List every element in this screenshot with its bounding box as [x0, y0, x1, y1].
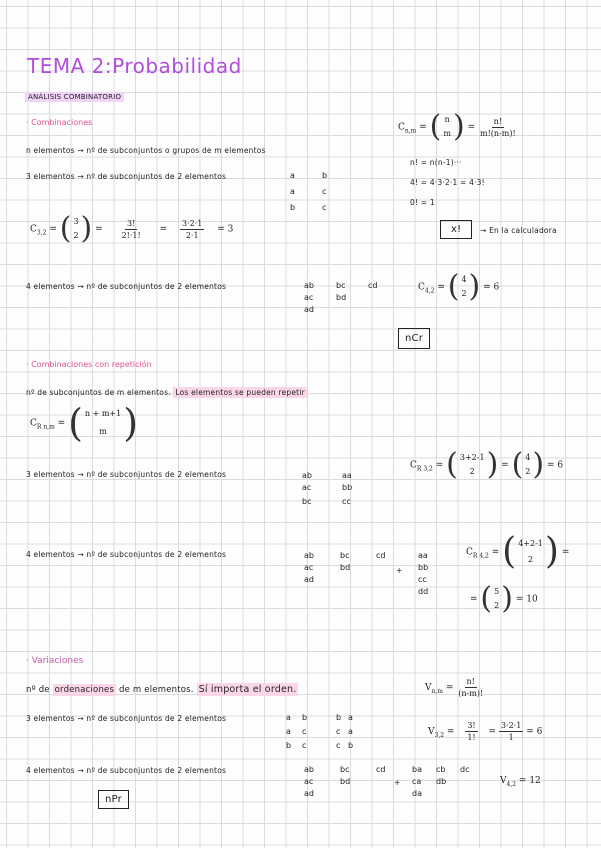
binom-top: 3 [73, 217, 79, 226]
frac-numerator: n! [466, 677, 475, 686]
list-item: ad [304, 575, 314, 584]
list-item: aa [418, 551, 428, 560]
frac-denominator: 1 [508, 733, 514, 742]
formula-result: = 6 [483, 282, 500, 293]
factorial-example: 4! = 4·3·2·1 = 4·3! [410, 178, 485, 187]
list-item: ba cb dc [412, 765, 470, 774]
binomial: ( 4+2-1 2 ) [502, 531, 559, 572]
def-highlight: Sí importa el orden. [198, 684, 297, 695]
def-text: nº de subconjuntos de m elementos. [26, 388, 171, 397]
list-item: cc [418, 575, 427, 584]
var-general-formula: $V_{n,m}$ = $\frac{n!}{(n-m)!}$ [425, 677, 484, 698]
frac-denominator: 2!·1! [121, 230, 141, 240]
comb-ex2-pairs [304, 280, 400, 316]
binom-bottom: 2 [469, 467, 475, 476]
list-item: a b [290, 171, 328, 180]
var-example-1: 3 elementos → nº de subconjuntos de 2 elementos [26, 714, 227, 723]
section-heading-comb-rep: · Combinaciones con repetición [26, 360, 152, 369]
list-item: ac bd [304, 563, 351, 572]
list-item: ab bc cd [304, 281, 378, 290]
frac-numerator: 3! [467, 721, 476, 730]
section-heading-combinaciones: · Combinaciones [26, 118, 93, 127]
list-item: ac bb [302, 483, 353, 492]
binom-bottom: m [99, 427, 107, 436]
formula-symbol: C [410, 460, 417, 471]
frac-numerator: 3! [126, 218, 136, 228]
combrep-ex2-result-formula: = ( 5 2 ) = 10 [470, 581, 538, 616]
list-item: dd [418, 587, 429, 596]
combrep-definition [26, 388, 307, 397]
formula-symbol: C [30, 418, 37, 429]
calc-key-factorial: x! [440, 220, 472, 239]
list-item: da [412, 789, 422, 798]
list-item: b c c b [286, 741, 354, 750]
list-item: bb [418, 563, 429, 572]
binom-top: 4 [525, 453, 531, 462]
combrep-example-2: 4 elementos → nº de subconjuntos de 2 elementos [26, 550, 227, 559]
comb-ex1-formula: $C_{3,2}$ = ( 3 2 ) = $\frac{3!}{2!\cdot 1!}$ = $\frac{3\cdot 2\cdot 1}{2\cdot 1}$ = 3 [30, 211, 234, 246]
formula-subscript: R 4,2 [472, 552, 489, 560]
def-highlight: Los elementos se pueden repetir [175, 388, 305, 397]
list-item: ac bd [304, 777, 351, 786]
comb-ex1-pairs [290, 170, 354, 214]
calc-note: → En la calculadora [480, 226, 557, 235]
binom-bottom: 2 [528, 555, 534, 564]
combrep-ex2-pairs [304, 550, 408, 586]
binom-bottom: 2 [494, 601, 500, 610]
page-title [27, 54, 242, 78]
formula-subscript: R 3,2 [416, 465, 433, 473]
comb-example-2: 4 elementos → nº de subconjuntos de 2 elementos [26, 282, 227, 291]
formula-subscript: R n,m [36, 423, 55, 431]
factorial-def: n! = n(n-1)··· [410, 158, 462, 167]
formula-subscript: 4,2 [424, 287, 435, 295]
frac-denominator: (n-m)! [458, 689, 484, 698]
binom-bottom: 2 [73, 231, 79, 240]
binom-top: 5 [494, 587, 500, 596]
comb-definition: n elementos → nº de subconjuntos o grupos de m elementos [26, 146, 266, 155]
binomial: ( 4 2 ) [447, 269, 481, 304]
list-item: a c c a [286, 727, 353, 736]
binomial: ( 5 2 ) [480, 581, 513, 616]
formula-symbol: V [428, 727, 435, 737]
frac-denominator: 1! [467, 733, 476, 742]
formula-subscript: n,m [431, 687, 443, 695]
comb-example-1: 3 elementos → nº de subconjuntos de 2 elementos [26, 172, 227, 181]
fraction [120, 218, 143, 241]
frac-denominator: 2·1 [185, 230, 199, 240]
list-item: ca db [412, 777, 447, 786]
binom-top: n + m+1 [84, 409, 122, 418]
calc-key-npr: nPr [98, 790, 129, 809]
plus-sign: + [394, 778, 401, 787]
binomial: ( 3+2-1 2 ) [446, 447, 499, 482]
combrep-ex2-formula: $C_{R 4,2}$ = ( 4+2-1 2 ) = [466, 531, 570, 572]
combrep-example-1: 3 elementos → nº de subconjuntos de 2 elementos [26, 470, 227, 479]
frac-numerator: 3·2·1 [182, 218, 203, 228]
formula-symbol: C [418, 282, 425, 293]
def-highlight: ordenaciones [54, 685, 115, 695]
calc-key-ncr: nCr [398, 328, 430, 349]
frac-denominator: m!(n-m)! [479, 128, 516, 138]
def-text: de m elementos. [119, 685, 194, 695]
var-ex1-formula: $V_{3,2}$ = $\frac{3!}{1!}$ = $\frac{3\cdot 2\cdot 1}{1}$ = 6 [428, 721, 543, 742]
comb-ex2-formula: $C_{4,2}$ = ( 4 2 ) = 6 [418, 269, 500, 304]
binomial: ( 3 2 ) [59, 211, 93, 246]
binomial: ( 4 2 ) [511, 447, 545, 482]
list-item: ab bc cd [304, 551, 386, 560]
comb-general-formula: $C_{n,m}$ = ( n m ) = $\frac{n!}{m!(n-m)!}$ [398, 109, 516, 144]
fraction [456, 676, 485, 699]
title-name: Probabilidad [112, 54, 242, 78]
formula-subscript: 3,2 [434, 731, 445, 739]
def-text: nº de [26, 685, 50, 695]
formula-subscript: 3,2 [36, 229, 47, 237]
formula-result: = 6 [526, 727, 543, 737]
binom-bottom: 2 [461, 289, 467, 298]
binom-top: 4+2-1 [518, 539, 543, 548]
var-ex2-formula [500, 776, 541, 788]
binom-top: n [444, 115, 450, 124]
list-item: ac bd [304, 293, 347, 302]
var-ex2-pairs [304, 764, 408, 800]
formula-result: = 3 [217, 224, 234, 235]
binom-bottom: m [443, 129, 451, 138]
formula-subscript: 4,2 [506, 780, 517, 788]
formula-symbol: C [30, 224, 37, 235]
formula-subscript: n,m [404, 127, 417, 135]
list-item: a c [290, 187, 327, 196]
var-example-2: 4 elementos → nº de subconjuntos de 2 elementos [26, 766, 227, 775]
binom-top: 3+2-1 [459, 453, 485, 462]
list-item: b c [290, 203, 327, 212]
section-heading-variaciones: · Variaciones [26, 656, 84, 666]
formula-result: = 10 [515, 594, 538, 605]
binomial: ( n + m+1 m ) [68, 401, 139, 445]
combrep-ex2-repeats [418, 550, 428, 598]
frac-numerator: n! [493, 116, 503, 126]
list-item: ab aa [302, 471, 352, 480]
var-ex2-reversed [412, 764, 492, 800]
formula-result: = 12 [518, 776, 541, 786]
list-item: ab bc cd [304, 765, 386, 774]
factorial-zero: 0! = 1 [410, 198, 435, 207]
frac-numerator: 3·2·1 [500, 721, 522, 730]
combrep-general-formula: $C_{R n,m}$ = ( n + m+1 m ) [30, 401, 139, 445]
equals-sign: = [561, 547, 570, 558]
fraction [465, 720, 477, 743]
binomial: ( n m ) [429, 109, 465, 144]
combrep-ex1-formula: $C_{R 3,2}$ = ( 3+2-1 2 ) = ( 4 2 ) = 6 [410, 447, 564, 482]
list-item: a b b a [286, 713, 353, 722]
subtitle: ANÁLISIS COMBINATORIO [25, 92, 124, 102]
binom-bottom: 2 [525, 467, 531, 476]
var-ex1-pairs [286, 712, 380, 752]
fraction [180, 218, 204, 241]
formula-result: = 6 [546, 460, 564, 471]
fraction [478, 116, 518, 139]
var-definition [26, 684, 298, 695]
list-item: ad [304, 789, 314, 798]
formula-symbol: V [500, 776, 507, 786]
title-prefix: TEMA 2: [27, 54, 113, 78]
fraction [499, 720, 523, 743]
list-item: ad [304, 305, 314, 314]
formula-symbol: C [466, 547, 473, 558]
combrep-ex1-pairs [302, 470, 374, 508]
binom-top: 4 [461, 275, 467, 284]
list-item: bc cc [302, 497, 351, 506]
formula-symbol: C [398, 122, 405, 133]
plus-sign: + [396, 566, 403, 575]
formula-symbol: V [425, 683, 432, 693]
